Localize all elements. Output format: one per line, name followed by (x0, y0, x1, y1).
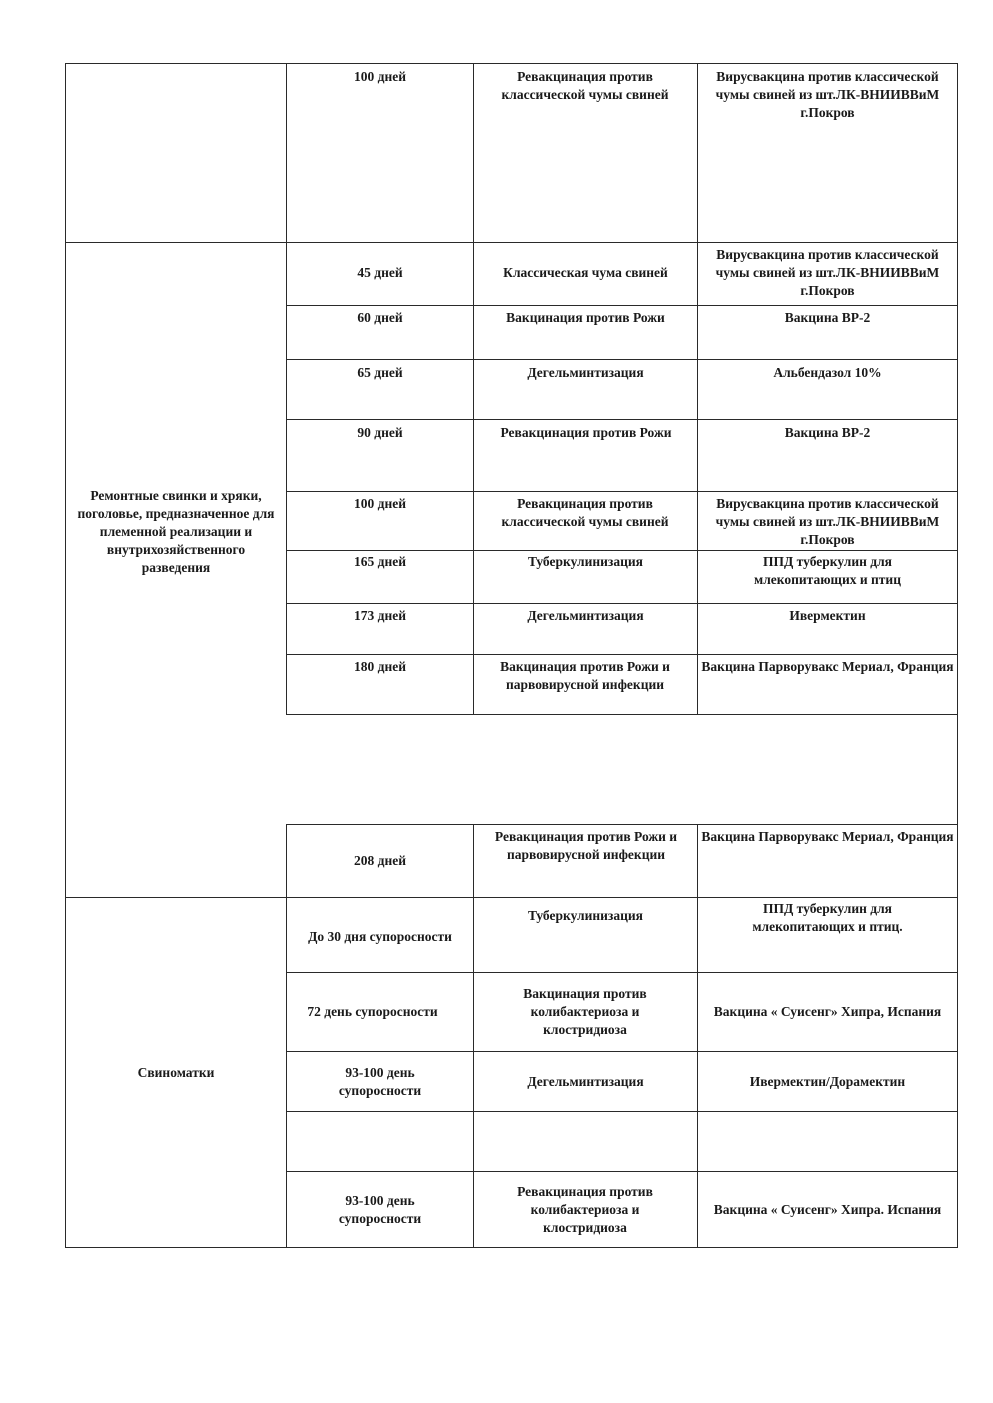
age-cell: 100 дней (353, 69, 406, 84)
table-border (697, 824, 698, 1248)
age-cell: 100 дней (353, 496, 406, 511)
preparation-cell: Ивермектин/Дорамектин (749, 1073, 906, 1089)
age-cell: 90 дней (357, 425, 403, 440)
table-border (286, 603, 958, 604)
group-label-cell: Свиноматки (137, 1064, 215, 1080)
preparation-cell: Вирусвакцина против классической чумы свиней из шт.ЛК-ВНИИВВиМ г.Покров (715, 69, 940, 120)
preparation-cell: Ивермектин (789, 608, 866, 623)
age-cell: 180 дней (353, 659, 406, 674)
table-border (286, 305, 958, 306)
preparation-cell: ППД туберкулин для млекопитающих и птиц (754, 554, 901, 587)
age-cell: 65 дней (357, 365, 403, 380)
measure-cell: Ревакцинация против Рожи (500, 425, 672, 440)
table-border (65, 63, 66, 898)
preparation-cell: Вакцина Парворувакс Мериал, Франция (701, 829, 954, 844)
table-border (65, 242, 958, 243)
table-border (286, 359, 958, 360)
measure-cell: Ревакцинация против классической чумы свиней (501, 496, 669, 529)
age-cell: До 30 дня супоросности (308, 929, 452, 944)
measure-cell: Туберкулинизация (528, 908, 643, 923)
age-cell: 208 дней (353, 852, 406, 868)
measure-cell (474, 1112, 697, 1171)
measure-cell: Классическая чума свиней (503, 265, 668, 280)
table-border (286, 714, 958, 715)
measure-cell: Дегельминтизация (527, 608, 644, 623)
preparation-cell: Вирусвакцина против классической чумы свиней из шт.ЛК-ВНИИВВиМ г.Покров (715, 247, 940, 298)
preparation-cell (700, 1112, 955, 1171)
table-border (957, 63, 958, 1248)
preparation-cell: Вакцина Парворувакс Мериал, Франция (701, 659, 954, 674)
table-border (286, 491, 958, 492)
measure-cell: Вакцинация против колибактериоза и клостридиоза (523, 986, 647, 1037)
preparation-cell: Вакцина ВР-2 (784, 425, 871, 440)
preparation-cell: Вирусвакцина против классической чумы свиней из шт.ЛК-ВНИИВВиМ г.Покров (715, 496, 940, 547)
age-cell: 60 дней (357, 310, 403, 325)
age-cell: 45 дней (357, 265, 403, 280)
preparation-cell: Вакцина ВР-2 (784, 310, 871, 325)
table-border (286, 654, 958, 655)
table-border (473, 824, 474, 1248)
measure-cell: Вакцинация против Рожи (506, 310, 665, 325)
measure-cell: Дегельминтизация (527, 1073, 644, 1089)
table-border (65, 1247, 958, 1248)
measure-cell: Дегельминтизация (527, 365, 644, 380)
measure-cell: Вакцинация против Рожи и парвовирусной инфекции (500, 659, 670, 692)
age-cell (287, 1112, 473, 1171)
preparation-cell: Вакцина « Суисенг» Хипра, Испания (713, 1004, 942, 1019)
table-border (286, 419, 958, 420)
age-cell: 173 дней (353, 608, 406, 623)
measure-cell: Ревакцинация против классической чумы свиней (501, 69, 669, 102)
table-border (697, 63, 698, 715)
group-label-cell: Ремонтные свинки и хряки, поголовье, предназначенное для племенной реализации и внутрихозяйственного разведения (77, 488, 275, 575)
age-cell: 93-100 день супоросности (338, 1064, 422, 1098)
age-cell: 93-100 день супоросности (338, 1192, 422, 1226)
measure-cell: Ревакцинация против Рожи и парвовирусной инфекции (494, 829, 678, 862)
preparation-cell: ППД туберкулин для млекопитающих и птиц. (752, 901, 903, 934)
table-border (65, 63, 958, 64)
table-border (286, 550, 958, 551)
age-cell: 165 дней (353, 554, 406, 569)
age-cell: 72 день супоросности (307, 1004, 438, 1019)
measure-cell: Ревакцинация против колибактериоза и клостридиоза (517, 1183, 653, 1235)
measure-cell: Туберкулинизация (528, 554, 643, 569)
preparation-cell: Вакцина « Суисенг» Хипра. Испания (713, 1201, 942, 1217)
preparation-cell: Альбендазол 10% (773, 365, 882, 380)
